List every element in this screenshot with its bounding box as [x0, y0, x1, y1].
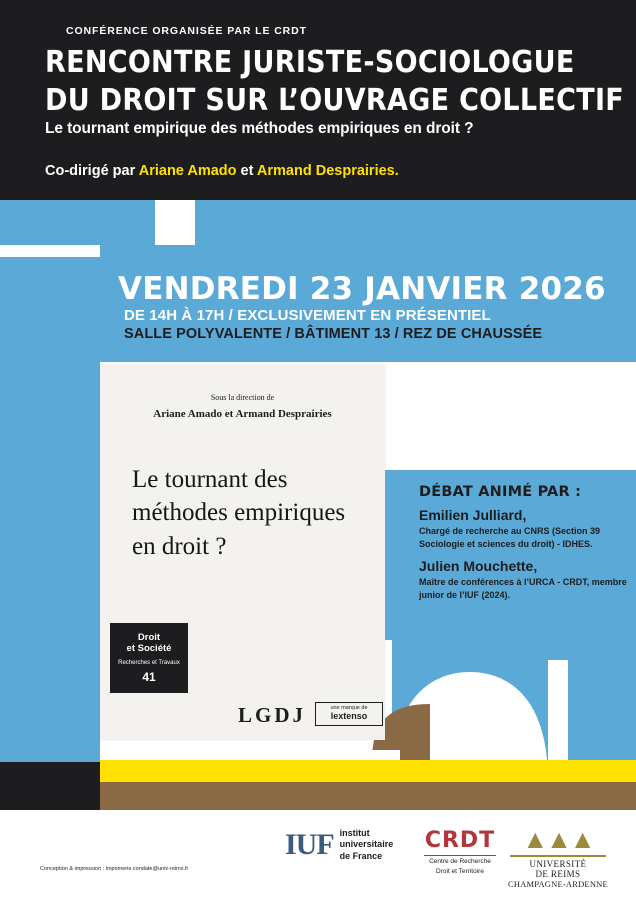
yellow-bar [100, 760, 636, 782]
blue-strip-left [0, 200, 155, 245]
poster-title-line2: DU DROIT SUR L’OUVRAGE COLLECTIF [45, 83, 625, 118]
debate-heading: DÉBAT ANIMÉ PAR : [419, 484, 582, 500]
iuf-mark-icon: IUF [285, 828, 334, 861]
white-notch [0, 245, 100, 257]
reims-crest-icon: ▲▲▲ [522, 824, 594, 854]
collection-subtitle: Recherches et Travaux [118, 659, 180, 666]
organiser-line: CONFÉRENCE ORGANISÉE PAR LE CRDT [66, 25, 307, 37]
speaker-1-name: Emilien Julliard, [419, 507, 527, 523]
iuf-line2: universitaire [339, 839, 394, 850]
speaker-2-name: Julien Mouchette, [419, 558, 538, 575]
crdt-logo [424, 828, 496, 877]
publisher-logo: LGDJ [238, 703, 307, 727]
event-location: SALLE POLYVALENTE / BÂTIMENT 13 / REZ DE CHAUSSÉE [124, 326, 543, 342]
codir-prefix: Co-dirigé par [45, 163, 139, 179]
codirectors-line [45, 163, 399, 179]
crdt-mark-text: CRDT [424, 828, 496, 853]
iuf-logo [285, 828, 393, 862]
book-title: Le tournant des méthodes empiriques en droit ? [132, 466, 346, 560]
reims-line3: CHAMPAGNE-ARDENNE [508, 878, 608, 889]
speaker-1-role: Chargé de recherche au CNRS (Section 39 Sociologie et sciences du droit) - IDHES. [419, 526, 601, 550]
collection-line2: et Société [126, 642, 172, 654]
codir-join: et [236, 163, 257, 179]
imprint-name: lextenso [330, 711, 368, 721]
reims-logo [508, 826, 608, 889]
crdt-rule [424, 855, 496, 856]
crdt-line2: Droit et Territoire [436, 867, 484, 875]
book-authors: Ariane Amado et Armand Desprairies [153, 408, 332, 420]
speaker-2-role: Maître de conférences à l’URCA - CRDT, membre junior de l’IUF (2024). [419, 577, 627, 601]
dark-bar-left [0, 762, 100, 810]
iuf-line3: de France [339, 850, 383, 861]
codir-name-1: Ariane Amado [138, 163, 237, 179]
crdt-line1: Centre de Recherche [429, 858, 491, 865]
imprint-small-text: une marque de [330, 705, 368, 711]
iuf-line1: institut [339, 828, 370, 839]
reims-line2: DE REIMS [535, 868, 581, 879]
collection-line1: Droit [137, 632, 161, 643]
poster-subtitle: Le tournant empirique des méthodes empiriques en droit ? [45, 120, 474, 137]
book-collection-badge [110, 623, 188, 693]
print-credits: Conception & impression : imprimerie.condate@univ-reims.fr [40, 866, 189, 872]
reims-line1: UNIVERSITÉ [529, 858, 587, 869]
blue-strip-right [195, 200, 636, 245]
brown-bar [100, 782, 636, 810]
codir-name-2: Armand Desprairies. [256, 163, 399, 179]
reims-rule [510, 855, 606, 857]
iuf-logo-text [340, 828, 394, 862]
footer-logos [0, 820, 636, 890]
debate-panel [385, 470, 636, 640]
event-time: DE 14H À 17H / EXCLUSIVEMENT EN PRÉSENTIEL [124, 307, 491, 324]
collection-number: 41 [142, 669, 156, 684]
imprint-logo [315, 702, 383, 726]
event-date: VENDREDI 23 JANVIER 2026 [118, 271, 606, 307]
book-cover [100, 365, 385, 740]
book-direction-label: Sous la direction de [210, 393, 275, 402]
poster-title-line1: RENCONTRE JURISTE-SOCIOLOGUE [45, 45, 575, 80]
